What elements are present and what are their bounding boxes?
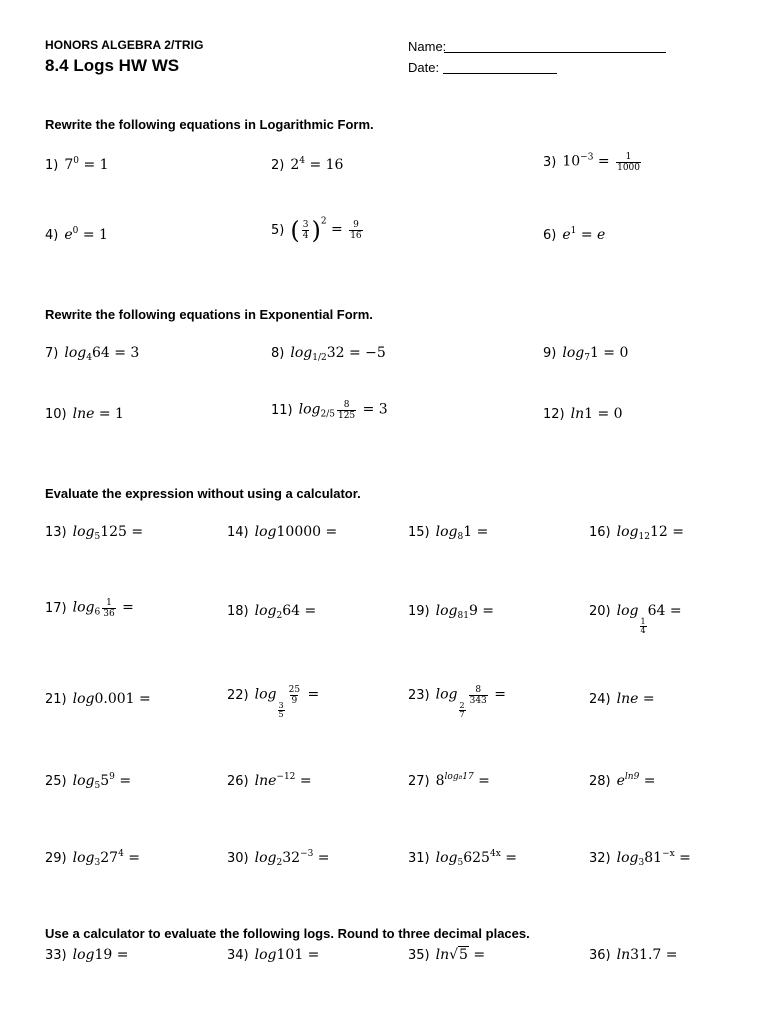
problem-number: 1): [45, 158, 59, 173]
section-heading-log-form: Rewrite the following equations in Logarithmic Form.: [45, 117, 374, 132]
fraction: $\frac{1}{36}$: [103, 598, 115, 619]
problem-14: 14) log10000 =: [227, 524, 338, 540]
problem-24: 24) lne =: [589, 691, 655, 707]
problem-number: 20): [589, 604, 611, 619]
problem-number: 35): [408, 948, 430, 963]
problem-6: 6) $e^1 = e$: [543, 226, 606, 243]
problem-21: 21) log0.001 =: [45, 691, 151, 707]
problem-28: 28) $e^{ln9}$ =: [589, 772, 656, 789]
section-heading-calculator: Use a calculator to evaluate the following logs. Round to three decimal places.: [45, 926, 530, 941]
problem-31: 31) $\log_5625^{4x}$ =: [408, 849, 517, 868]
problem-10: 10) lne = 1: [45, 406, 124, 422]
subscript-fraction: $\frac{3}{5}$: [278, 700, 284, 719]
section-heading-exp-form: Rewrite the following equations in Exponential Form.: [45, 307, 373, 322]
problem-number: 23): [408, 687, 430, 703]
problem-number: 25): [45, 774, 67, 789]
problem-number: 24): [589, 692, 611, 707]
problem-number: 13): [45, 525, 67, 540]
problem-number: 4): [45, 228, 59, 243]
problem-number: 26): [227, 774, 249, 789]
problem-8: 8) $\log_{1/2}32 = -5$: [271, 345, 386, 363]
fraction: $\frac{3}{4}$: [302, 220, 309, 241]
fraction: $\frac{8}{343}$: [469, 685, 487, 706]
problem-2: 2) $2^4 = 16$: [271, 156, 344, 173]
problem-18: 18) $\log_264$ =: [227, 603, 317, 621]
problem-5: 5) ( $\frac{3}{4}$ )$^2$ = $\frac{9}{16}$: [271, 216, 362, 245]
name-line[interactable]: [444, 52, 666, 53]
problem-23: 23) log $\frac{2}{7}$ $\frac{8}{343}$ =: [408, 685, 506, 719]
problem-number: 15): [408, 525, 430, 540]
problem-3: 3) $10^{-3}$ = $\frac{1}{1000}$: [543, 152, 640, 173]
problem-number: 28): [589, 774, 611, 789]
course-title: HONORS ALGEBRA 2/TRIG: [45, 38, 204, 52]
fraction: $\frac{9}{16}$: [350, 220, 362, 241]
subscript-fraction: $\frac{1}{4}$: [640, 617, 646, 635]
problem-27: 27) $8^{log_817}$ =: [408, 772, 490, 789]
problem-13: 13) $\log_5125$ =: [45, 524, 144, 542]
problem-number: 5): [271, 222, 285, 238]
problem-number: 29): [45, 851, 67, 866]
problem-7: 7) $\log_464 = 3$: [45, 345, 140, 363]
problem-number: 3): [543, 154, 557, 170]
worksheet-title: 8.4 Logs HW WS: [45, 56, 180, 75]
date-line[interactable]: [443, 73, 557, 74]
problem-32: 32) $\log_381^{-x}$ =: [589, 849, 691, 868]
problem-number: 14): [227, 525, 249, 540]
problem-36: 36) ln31.7 =: [589, 947, 678, 963]
fraction: $\frac{25}{9}$: [288, 685, 301, 706]
name-label: Name:: [408, 39, 447, 54]
problem-12: 12) ln1 = 0: [543, 406, 623, 422]
problem-34: 34) log101 =: [227, 947, 320, 963]
problem-number: 36): [589, 948, 611, 963]
problem-11: 11) $\log_{2/5}$ $\frac{8}{125}$ = 3: [271, 400, 388, 421]
problem-number: 12): [543, 407, 565, 422]
problem-number: 21): [45, 692, 67, 707]
problem-number: 19): [408, 604, 430, 619]
problem-number: 6): [543, 228, 557, 243]
problem-26: 26) lne$^{-12}$ =: [227, 772, 312, 789]
problem-15: 15) $\log_81$ =: [408, 524, 489, 542]
problem-number: 7): [45, 346, 59, 361]
problem-number: 33): [45, 948, 67, 963]
fraction: $\frac{1}{1000}$: [617, 152, 640, 173]
problem-number: 27): [408, 774, 430, 789]
subscript-fraction: $\frac{2}{7}$: [459, 700, 465, 719]
problem-number: 11): [271, 402, 293, 418]
radicand: 5: [459, 947, 468, 963]
problem-number: 31): [408, 851, 430, 866]
section-heading-evaluate: Evaluate the expression without using a calculator.: [45, 486, 361, 501]
problem-35: 35) ln√5 =: [408, 947, 486, 963]
problem-29: 29) $\log_327^4$ =: [45, 849, 140, 868]
problem-number: 8): [271, 346, 285, 361]
problem-33: 33) log19 =: [45, 947, 129, 963]
problem-number: 16): [589, 525, 611, 540]
problem-25: 25) $\log_55^9$ =: [45, 772, 132, 791]
problem-number: 2): [271, 158, 285, 173]
problem-16: 16) $\log_{12}12$ =: [589, 524, 684, 542]
problem-number: 9): [543, 346, 557, 361]
problem-17: 17) $\log_6$ $\frac{1}{36}$ =: [45, 598, 134, 619]
problem-number: 32): [589, 851, 611, 866]
problem-number: 22): [227, 687, 249, 703]
problem-number: 30): [227, 851, 249, 866]
problem-number: 17): [45, 600, 67, 616]
problem-number: 18): [227, 604, 249, 619]
fraction: $\frac{8}{125}$: [337, 400, 356, 421]
problem-4: 4) $e^0 = 1$: [45, 226, 108, 243]
problem-9: 9) $\log_71 = 0$: [543, 345, 629, 363]
problem-number: 10): [45, 407, 67, 422]
problem-30: 30) $\log_232^{-3}$ =: [227, 849, 330, 868]
problem-22: 22) log $\frac{3}{5}$ $\frac{25}{9}$ =: [227, 685, 320, 719]
problem-1: 1) $7^0 = 1$: [45, 156, 109, 173]
problem-19: 19) $\log_{81}9$ =: [408, 603, 495, 621]
problem-20: 20) log $\frac{1}{4}$ 64 =: [589, 603, 682, 635]
problem-number: 34): [227, 948, 249, 963]
date-label: Date:: [408, 60, 440, 75]
